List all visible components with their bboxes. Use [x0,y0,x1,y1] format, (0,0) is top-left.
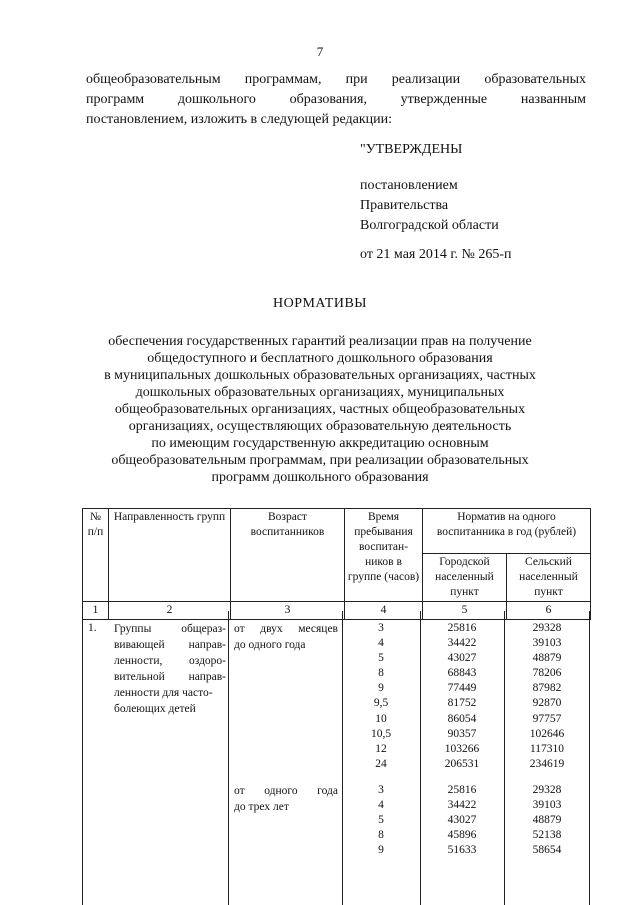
rural-cell: 48879 [532,814,562,827]
header-rural: Сельский населенный пункт [507,554,591,602]
hours-cell: 10,5 [370,727,392,740]
urban-cell: 77449 [447,682,477,695]
urban-cell: 43027 [447,652,477,665]
rural-cell: 58654 [532,844,562,857]
age-word: от [234,623,245,635]
urban-cell: 86054 [447,712,477,725]
group-line [114,653,226,669]
rural-cell: 39103 [532,637,562,650]
rural-cell: 39103 [532,799,562,812]
rural-cell: 117310 [529,742,565,755]
urban-cell: 25816 [447,784,477,796]
group-line: ленности для часто- [114,687,213,699]
urban-cell: 34422 [447,799,477,812]
group-word: Группы [114,623,152,635]
age-group-1 [234,621,338,653]
approval-date: от 21 мая 2014 г. № 265-п [360,247,512,262]
subtitle-line: общеобразовательных организациях, частных общеобразовательных [114,402,526,417]
urban-column-1 [421,621,503,772]
approval-heading: "УТВЕРЖДЕНЫ [360,142,463,157]
hours-cell: 4 [378,637,384,650]
subtitle-line: в муниципальных дошкольных образовательных организациях, частных [104,368,536,383]
group-direction [114,621,226,717]
intro-word: образовательных [484,72,586,87]
intro-word: образования, [289,92,367,107]
age-word: месяцев [298,623,338,635]
rural-cell: 48879 [532,652,562,665]
hours-cell: 5 [378,814,384,827]
rural-cell: 52138 [532,829,562,842]
rural-cell: 87982 [532,682,562,695]
approval-line: постановлением [360,178,458,193]
row-number: 1. [88,622,97,634]
hours-cell: 4 [378,799,384,812]
subtitle-line: дошкольных образовательных организациях, муниципальных [135,385,505,400]
hours-column-1 [343,621,419,772]
column-number: 4 [345,602,423,620]
subtitle-line: по имеющим государственную аккредитацию основным [151,436,489,451]
urban-cell: 51633 [447,844,477,857]
column-number: 2 [109,602,231,620]
hours-cell: 8 [378,829,384,842]
hours-cell: 8 [378,667,384,680]
age-word: двух [260,623,283,635]
approval-line: Волгоградской области [360,218,499,233]
age-word: одного [264,785,298,797]
hours-cell: 3 [378,622,384,634]
group-word: направ- [188,671,226,683]
age-line: до одного года [234,639,306,651]
rural-cell: 29328 [532,784,562,796]
rural-column-2 [505,783,589,858]
intro-word: утвержденные [400,92,488,107]
hours-cell: 9 [378,844,384,857]
page-number: 7 [316,44,324,59]
group-line [114,621,226,637]
header-num: № п/п [83,509,109,602]
subtitle-line: программ дошкольного образования [211,470,429,485]
rural-cell: 78206 [532,667,562,680]
age-word: от [234,785,245,797]
age-line [234,783,338,799]
intro-word: программам, [244,72,322,87]
urban-cell: 34422 [447,637,477,650]
urban-cell: 25816 [447,622,477,634]
subtitle-line: организациях, осуществляющих образовательную деятельность [128,419,512,434]
group-line [114,669,226,685]
urban-cell: 43027 [447,814,477,827]
hours-column-2 [343,783,419,858]
rural-cell: 29328 [532,622,562,634]
rural-cell: 102646 [529,727,565,740]
group-word: ленности, [114,655,163,667]
intro-word: реализации [391,72,461,87]
subtitle-line: обеспечения государственных гарантий реализации прав на получение [108,334,532,349]
hours-cell: 10 [375,712,387,725]
hours-cell: 9,5 [373,697,389,710]
hours-cell: 24 [375,757,387,770]
urban-cell: 206531 [444,757,480,770]
group-word: направ- [188,639,226,651]
intro-word: дошкольного [177,92,256,107]
group-line [114,637,226,653]
intro-word: общеобразовательным [86,72,221,87]
hours-cell: 12 [375,742,387,755]
group-word: оздоро- [188,655,226,667]
hours-cell: 3 [378,784,384,796]
age-line: до трех лет [234,801,289,813]
header-urban: Городской населенный пункт [423,554,507,602]
header-time: Время пребывания воспитан-ников в группе (часов) [345,509,423,602]
subtitle-line: общеобразовательным программам, при реализации образовательных [111,453,529,468]
subtitle-line: общедоступного и бесплатного дошкольного образования [147,351,493,366]
group-word: вивающей [114,639,165,651]
column-number: 1 [83,602,109,620]
header-direction: Направленность групп [109,509,231,602]
age-group-2 [234,783,338,815]
urban-cell: 45896 [447,829,477,842]
column-number: 3 [231,602,345,620]
age-word: года [317,785,338,797]
intro-word: при [345,72,368,87]
header-norm: Норматив на одного воспитанника в год (рублей) [423,509,591,554]
intro-word: программ [86,92,145,107]
urban-column-2 [421,783,503,858]
group-word: общераз- [181,623,226,635]
hours-cell: 9 [378,682,384,695]
urban-cell: 103266 [444,742,480,755]
document-title: НОРМАТИВЫ [272,296,368,311]
column-number: 6 [507,602,591,620]
intro-line-3: постановлением, изложить в следующей редакции: [86,112,393,127]
rural-cell: 92870 [532,697,562,710]
urban-cell: 68843 [447,667,477,680]
column-number: 5 [423,602,507,620]
approval-line: Правительства [360,198,449,213]
hours-cell: 5 [378,652,384,665]
group-word: вительной [114,671,165,683]
rural-column-1 [505,621,589,772]
header-age: Возраст воспитанников [231,509,345,602]
rural-cell: 234619 [529,757,565,770]
age-line [234,621,338,637]
intro-word: названным [520,92,586,107]
rural-cell: 97757 [532,712,562,725]
urban-cell: 90357 [447,727,477,740]
urban-cell: 81752 [447,697,477,710]
group-line: болеющих детей [114,703,196,715]
